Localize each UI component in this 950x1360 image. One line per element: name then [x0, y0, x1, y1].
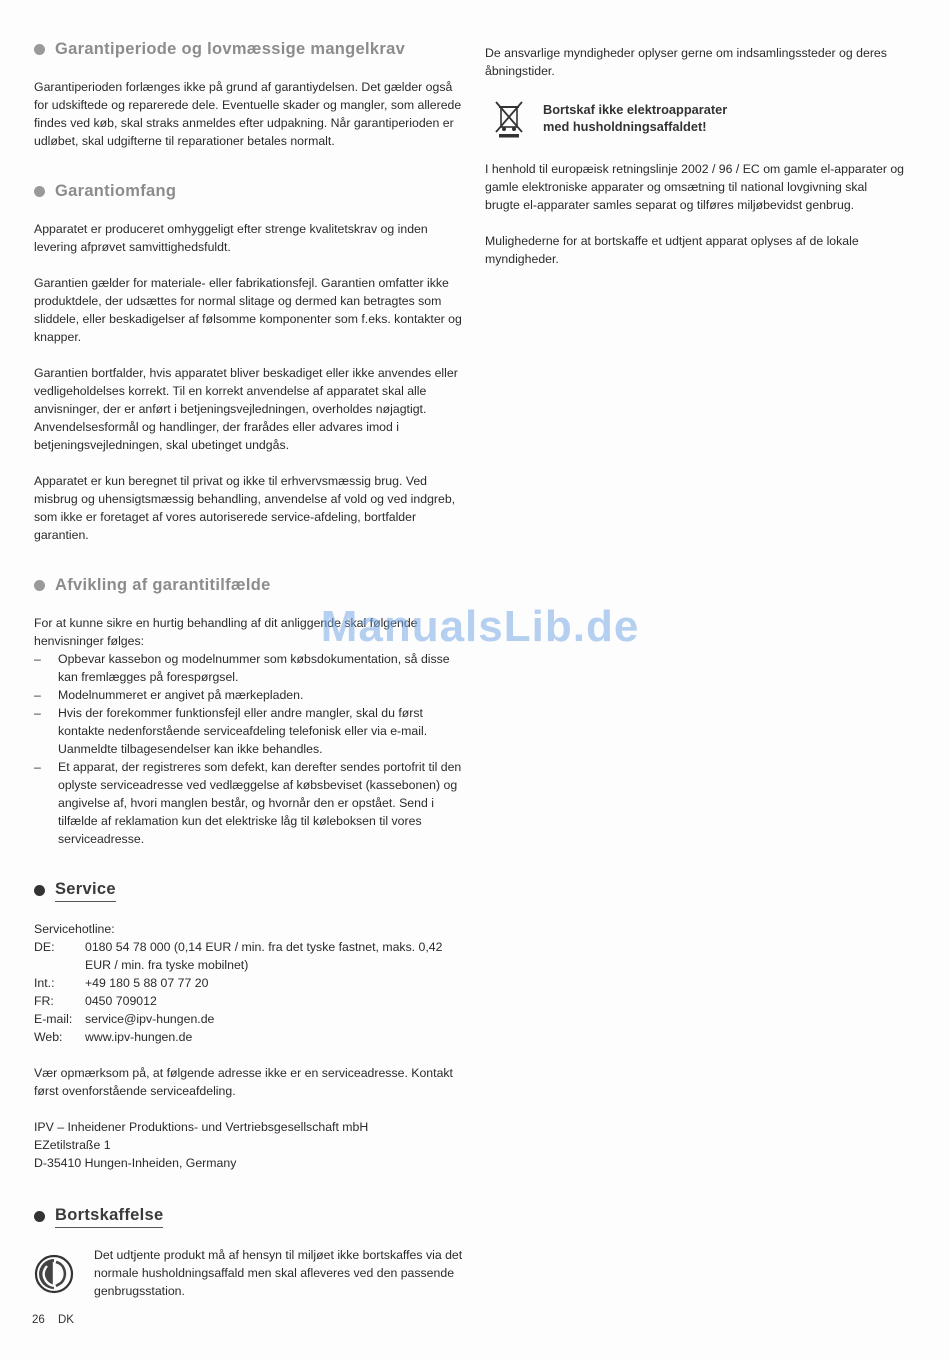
service-row-int: Int.: +49 180 5 88 07 77 20 [34, 976, 209, 990]
section-heading-disposal: Bortskaffelse [34, 1204, 466, 1228]
bullet-dot-icon [34, 44, 45, 55]
green-dot-recycle-icon [34, 1254, 74, 1294]
section-heading-guarantee-scope: Garantiomfang [34, 180, 466, 202]
watermark: ManualsLib.de [320, 602, 640, 651]
list-item: – Et apparat, der registreres som defekt, kan derefter sendes portofrit til den oplyste serviceadresse ved vedlæggelse af købsbeviset (kassebonen) og angivelse af, hvori manglen består, og hvornår den er opstået. Send i tilfælde af reklamation kun det elektriske låg til køleboksen til vores serviceadresse. [34, 758, 466, 848]
list-item: – Opbevar kassebon og modelnummer som købsdokumentation, så disse kan fremlægges på forespørgsel. [34, 650, 466, 686]
address-line: EZetilstraße 1 [34, 1138, 111, 1152]
address-line: IPV – Inheidener Produktions- und Vertriebsgesellschaft mbH [34, 1120, 369, 1134]
claim-list [34, 650, 466, 848]
service-row-de: DE: 0180 54 78 000 (0,14 EUR / min. fra det tyske fastnet, maks. 0,42 EUR / min. fra tyske mobilnet) [34, 940, 443, 972]
weee-warning [489, 98, 905, 138]
service-hotline-label: Servicehotline: [34, 922, 115, 936]
list-item: – Hvis der forekommer funktionsfejl eller andre mangler, skal du først kontakte nedenforstående serviceafdeling telefonisk eller via e-mail. Uanmeldte tilbagesendelser kan ikke behandles. [34, 704, 466, 758]
bullet-dot-icon [34, 1211, 45, 1222]
service-row-web: Web: www.ipv-hungen.de [34, 1028, 466, 1046]
bullet-dot-icon [34, 186, 45, 197]
service-notice: Vær opmærksom på, at følgende adresse ikke er en serviceadresse. Kontakt først ovenforstående serviceafdeling. [34, 1066, 453, 1098]
left-column [34, 38, 466, 1300]
authorities-text: De ansvarlige myndigheder oplyser gerne om indsamlingssteder og deres åbningstider. [485, 46, 887, 78]
bullet-dot-icon [34, 885, 45, 896]
address-line: D-35410 Hungen-Inheiden, Germany [34, 1156, 237, 1170]
section-heading-service: Service [34, 878, 466, 902]
right-column [485, 44, 905, 286]
email-link[interactable]: service@ipv-hungen.de [85, 1012, 215, 1026]
disposal-row [34, 1246, 466, 1300]
paragraph: Garantiperioden forlænges ikke på grund af garantiydelsen. Det gælder også for udskiftede og reparerede dele. Eventuelle skader og mangler, som allerede findes ved køb, skal straks anmeldes efter udpakning. Når garantiperioden er udløbet, skal udgifterne til reparationer betales normalt. [34, 80, 462, 148]
language-code: DK [58, 1314, 74, 1326]
address-block [34, 1118, 466, 1172]
bullet-dot-icon [34, 580, 45, 591]
service-row-email: E-mail: service@ipv-hungen.de [34, 1010, 466, 1028]
paragraph: Garantien bortfalder, hvis apparatet bliver beskadiget eller ikke anvendes eller vedligeholdelses korrekt. Til en korrekt anvendelse af apparatet skal alle anvisninger, der er anført i betjeningsvejledningen, overholdes nøjagtigt. Anvendelsesformål og handlinger, der frarådes eller advares imod i betjeningsvejledningen, skal ubetinget undgås. [34, 366, 458, 452]
directive-text: I henhold til europæisk retningslinje 2002 / 96 / EC om gamle el-apparater og gamle elektroniske apparater og omsætning til national lovgivning skal brugte el-apparater samles separat og tilføres miljøbevidst genbrug. [485, 162, 905, 212]
paragraph: Apparatet er produceret omhyggeligt efter strenge kvalitetskrav og inden levering afprøvet samvittighedsfuldt. [34, 222, 428, 254]
section-heading-guarantee-period: Garantiperiode og lovmæssige mangelkrav [34, 38, 466, 60]
claim-intro: For at kunne sikre en hurtig behandling af dit anliggende skal følgende henvisninger følges: [34, 616, 418, 648]
page-footer [32, 1311, 84, 1329]
local-authorities-text: Mulighederne for at bortskaffe et udtjent apparat oplyses af de lokale myndigheder. [485, 234, 859, 266]
crossed-out-wheelie-bin-icon [489, 98, 529, 138]
paragraph: Apparatet er kun beregnet til privat og ikke til erhvervsmæssig brug. Ved misbrug og uhensigtsmæssig behandling, anvendelse af vold og ved indgreb, som ikke er foretaget af vores autoriserede service-afdeling, bortfalder garantien. [34, 474, 456, 542]
list-item: – Modelnummeret er angivet på mærkepladen. [34, 686, 466, 704]
web-link[interactable]: www.ipv-hungen.de [85, 1030, 193, 1044]
page-number: 26 [32, 1314, 45, 1326]
paragraph: Garantien gælder for materiale- eller fabrikationsfejl. Garantien omfatter ikke produktdele, der udsættes for normal slitage og dermed kan betragtes som sliddele, eller beskadigelser af følsomme komponenter som f.eks. kontakter og knapper. [34, 276, 462, 344]
weee-warning-text: Bortskaf ikke elektroapparater med husholdningsaffaldet! [543, 102, 728, 134]
service-row-fr: FR: 0450 709012 [34, 994, 157, 1008]
section-heading-claim-handling: Afvikling af garantitilfælde [34, 574, 466, 596]
disposal-text: Det udtjente produkt må af hensyn til miljøet ikke bortskaffes via det normale husholdningsaffald men skal afleveres ved den passende genbrugsstation. [94, 1248, 463, 1298]
